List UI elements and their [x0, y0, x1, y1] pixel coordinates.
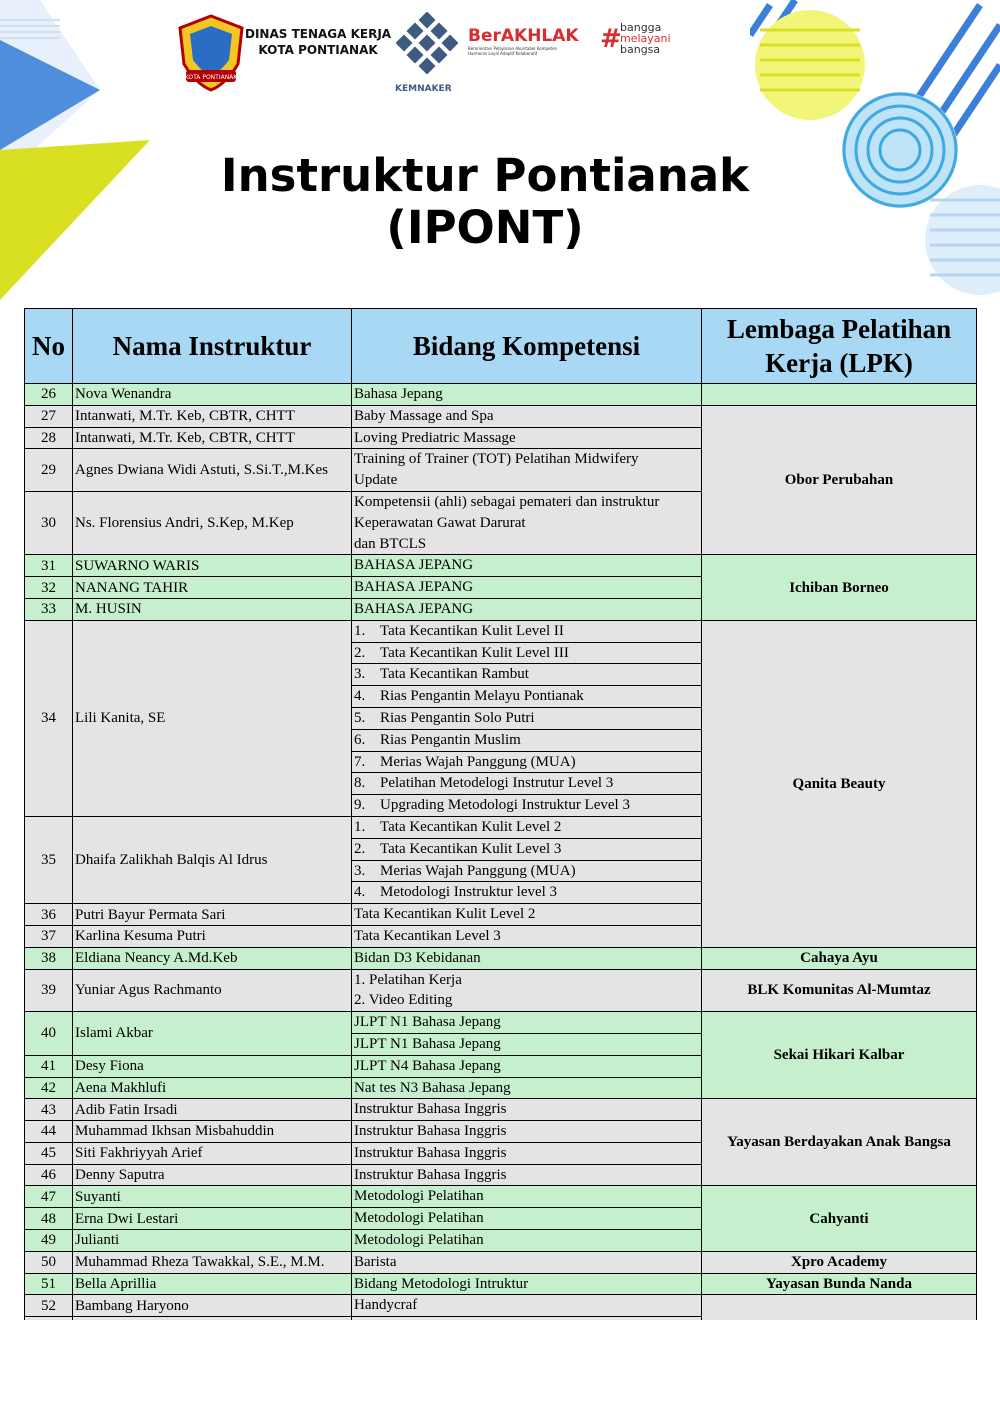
competency-cell — [352, 969, 702, 1012]
row-number: 45 — [25, 1142, 73, 1164]
competency-item: Metodologi Pelatihan — [354, 1210, 484, 1227]
competency-item: Metodologi Pelatihan — [354, 1188, 484, 1205]
row-number: 38 — [25, 947, 73, 969]
lpk-name: Yayasan Berdayakan Anak Bangsa — [702, 1099, 977, 1186]
competency-item: Metodologi Pelatihan — [354, 1232, 484, 1249]
instructor-name: Suyanti — [73, 1186, 352, 1208]
kota-pontianak-seal-icon — [170, 12, 252, 92]
competency-cell — [352, 1099, 702, 1121]
competency-cell — [352, 816, 702, 903]
competency-text: Tata Kecantikan Kulit Level 2 — [380, 818, 562, 835]
competency-item — [352, 752, 701, 774]
instructor-name: Dhaifa Zalikhah Balqis Al Idrus — [73, 816, 352, 903]
competency-cell — [352, 947, 702, 969]
competency-cell — [352, 1186, 702, 1208]
instructor-name: Muhammad Ikhsan Misbahuddin — [73, 1121, 352, 1143]
competency-cell — [352, 577, 702, 599]
competency-item: Baby Massage and Spa — [354, 407, 494, 424]
competency-item: Training of Trainer (TOT) Pelatihan Midwifery — [354, 451, 639, 468]
competency-item: BAHASA JEPANG — [354, 557, 474, 574]
page-bottom-margin — [0, 1320, 1000, 1415]
competency-item: Tata Kecantikan Level 3 — [354, 927, 501, 944]
row-number: 40 — [25, 1012, 73, 1056]
row-number: 51 — [25, 1273, 73, 1295]
competency-cell — [352, 384, 702, 406]
competency-item — [352, 686, 701, 708]
row-number: 42 — [25, 1077, 73, 1099]
org-line2: KOTA PONTIANAK — [258, 43, 378, 57]
competency-cell — [352, 1251, 702, 1273]
competency-item — [352, 664, 701, 686]
competency-text: Merias Wajah Panggung (MUA) — [380, 753, 576, 770]
berakhlak-logo — [468, 26, 579, 56]
row-number: 29 — [25, 449, 73, 492]
competency-item: BAHASA JEPANG — [354, 600, 474, 617]
title-line2: (IPONT) — [386, 201, 584, 254]
row-number: 28 — [25, 427, 73, 449]
instructor-name: Karlina Kesuma Putri — [73, 925, 352, 947]
competency-text: Tata Kecantikan Kulit Level II — [380, 622, 564, 639]
competency-text: Pelatihan Metodelogi Instrutur Level 3 — [380, 775, 614, 792]
row-number: 34 — [25, 620, 73, 816]
lpk-name — [702, 384, 977, 406]
row-number: 36 — [25, 904, 73, 926]
competency-index: 6. — [354, 731, 366, 748]
competency-item — [352, 861, 701, 883]
competency-item: Instruktur Bahasa Inggris — [354, 1144, 507, 1161]
competency-index: 1. — [354, 818, 366, 835]
org-name — [245, 26, 391, 58]
competency-cell — [352, 491, 702, 554]
competency-cell — [352, 555, 702, 577]
lpk-name: BLK Komunitas Al-Mumtaz — [702, 969, 977, 1012]
table-row — [25, 1012, 977, 1056]
instructor-name: Intanwati, M.Tr. Keb, CBTR, CHTT — [73, 405, 352, 427]
instructor-name: Eldiana Neancy A.Md.Keb — [73, 947, 352, 969]
competency-item: Tata Kecantikan Kulit Level 2 — [354, 906, 536, 923]
berakhlak-title: BerAKHLAK — [468, 26, 579, 46]
row-number: 50 — [25, 1251, 73, 1273]
row-number: 52 — [25, 1295, 73, 1317]
instructor-name: Erna Dwi Lestari — [73, 1208, 352, 1230]
hashtag-icon: # — [600, 24, 622, 54]
competency-item — [352, 795, 701, 816]
header-logos — [170, 10, 690, 100]
competency-text: Rias Pengantin Solo Putri — [380, 709, 535, 726]
competency-text: Metodologi Instruktur level 3 — [380, 884, 558, 901]
lpk-name: Cahaya Ayu — [702, 947, 977, 969]
table-row — [25, 969, 977, 1012]
competency-index: 3. — [354, 666, 366, 683]
row-number: 32 — [25, 577, 73, 599]
competency-cell — [352, 1077, 702, 1099]
competency-index: 2. — [354, 840, 366, 857]
row-number: 39 — [25, 969, 73, 1012]
competency-item: JLPT N1 Bahasa Jepang — [352, 1012, 701, 1034]
competency-index: 5. — [354, 709, 366, 726]
competency-item: Barista — [354, 1253, 397, 1270]
competency-cell — [352, 1208, 702, 1230]
berakhlak-sub1: Berorientasi Pelayanan Akuntabel Kompeten — [468, 46, 558, 51]
competency-item: Handycraf — [354, 1297, 418, 1314]
competency-item: Instruktur Bahasa Inggris — [354, 1123, 507, 1140]
instructor-name: Islami Akbar — [73, 1012, 352, 1056]
table-row — [25, 1273, 977, 1295]
competency-cell — [352, 1273, 702, 1295]
competency-item — [352, 643, 701, 665]
competency-item: JLPT N1 Bahasa Jepang — [354, 1035, 501, 1052]
row-number: 27 — [25, 405, 73, 427]
header-no: No — [25, 309, 73, 384]
instructor-name: Bambang Haryono — [73, 1295, 352, 1317]
table-header — [25, 309, 977, 384]
row-number: 37 — [25, 925, 73, 947]
instructor-name: Siti Fakhriyyah Arief — [73, 1142, 352, 1164]
competency-cell — [352, 1142, 702, 1164]
competency-item — [352, 708, 701, 730]
table-row — [25, 1251, 977, 1273]
header-lpk-line1: Lembaga Pelatihan — [726, 314, 952, 344]
competency-item: Kompetensii (ahli) sebagai pemateri dan instruktur — [354, 493, 660, 510]
lpk-name: Qanita Beauty — [702, 620, 977, 947]
bangga-line3: bangsa — [620, 43, 661, 56]
competency-item: Keperawatan Gawat Darurat — [354, 514, 526, 531]
instructor-name: Bella Aprillia — [73, 1273, 352, 1295]
page-title — [0, 150, 970, 254]
header-bidang: Bidang Kompetensi — [352, 309, 702, 384]
competency-cell — [352, 1121, 702, 1143]
instructor-name: NANANG TAHIR — [73, 577, 352, 599]
table-row — [25, 947, 977, 969]
svg-text:KOTA PONTIANAK: KOTA PONTIANAK — [184, 74, 238, 81]
berakhlak-sub2: Harmonis Loyal Adaptif Kolaboratif — [468, 51, 538, 56]
kemnaker-logo-icon — [396, 12, 458, 74]
competency-text: Upgrading Metodologi Instruktur Level 3 — [380, 797, 630, 814]
bangga-line1: bangga — [620, 21, 662, 34]
competency-cell — [352, 620, 702, 816]
competency-item: Bidang Metodologi Intruktur — [354, 1275, 529, 1292]
competency-text: Tata Kecantikan Kulit Level 3 — [380, 840, 562, 857]
competency-cell — [352, 449, 702, 492]
row-number: 48 — [25, 1208, 73, 1230]
instructor-name: Ns. Florensius Andri, S.Kep, M.Kep — [73, 491, 352, 554]
row-number: 31 — [25, 555, 73, 577]
competency-item: Instruktur Bahasa Inggris — [354, 1166, 507, 1183]
competency-text: Rias Pengantin Muslim — [380, 731, 521, 748]
table-row — [25, 1099, 977, 1121]
row-number: 49 — [25, 1230, 73, 1252]
instructor-name: Intanwati, M.Tr. Keb, CBTR, CHTT — [73, 427, 352, 449]
competency-item: 2. Video Editing — [354, 992, 453, 1009]
competency-item: Bidan D3 Kebidanan — [354, 949, 481, 966]
competency-item: Update — [354, 472, 398, 489]
competency-item — [352, 817, 701, 839]
lpk-name: Xpro Academy — [702, 1251, 977, 1273]
header-nama: Nama Instruktur — [73, 309, 352, 384]
instructor-name: Agnes Dwiana Widi Astuti, S.Si.T.,M.Kes — [73, 449, 352, 492]
competency-item — [352, 839, 701, 861]
competency-item: JLPT N4 Bahasa Jepang — [354, 1057, 501, 1074]
instructor-name: Yuniar Agus Rachmanto — [73, 969, 352, 1012]
instructor-name: Lili Kanita, SE — [73, 620, 352, 816]
bangga-line2: melayani — [620, 32, 671, 45]
instructor-table — [24, 308, 977, 1361]
lpk-name: Yayasan Bunda Nanda — [702, 1273, 977, 1295]
competency-cell — [352, 904, 702, 926]
competency-item: Instruktur Bahasa Inggris — [354, 1101, 507, 1118]
competency-index: 4. — [354, 688, 366, 705]
row-number: 47 — [25, 1186, 73, 1208]
row-number: 43 — [25, 1099, 73, 1121]
competency-cell — [352, 1164, 702, 1186]
instructor-name: Denny Saputra — [73, 1164, 352, 1186]
row-number: 46 — [25, 1164, 73, 1186]
row-number: 30 — [25, 491, 73, 554]
competency-cell — [352, 427, 702, 449]
row-number: 26 — [25, 384, 73, 406]
competency-cell — [352, 598, 702, 620]
instructor-name: M. HUSIN — [73, 598, 352, 620]
instructor-name: Aena Makhlufi — [73, 1077, 352, 1099]
competency-index: 7. — [354, 753, 366, 770]
lpk-name: Obor Perubahan — [702, 405, 977, 555]
competency-text: Tata Kecantikan Kulit Level III — [380, 644, 569, 661]
table-row — [25, 1295, 977, 1317]
header-lpk-line2: Kerja (LPK) — [765, 348, 913, 378]
competency-text: Merias Wajah Panggung (MUA) — [380, 862, 576, 879]
competency-item: BAHASA JEPANG — [354, 579, 474, 596]
competency-index: 2. — [354, 644, 366, 661]
competency-index: 8. — [354, 775, 366, 792]
competency-item: Loving Prediatric Massage — [354, 429, 516, 446]
instructor-name: Putri Bayur Permata Sari — [73, 904, 352, 926]
table-row — [25, 405, 977, 427]
kemnaker-label: KEMNAKER — [395, 84, 452, 94]
competency-item: dan BTCLS — [354, 535, 427, 552]
competency-item — [352, 730, 701, 752]
competency-item: Bahasa Jepang — [354, 386, 443, 402]
competency-item: Nat tes N3 Bahasa Jepang — [354, 1079, 511, 1096]
instructor-name: Desy Fiona — [73, 1055, 352, 1077]
instructor-name: SUWARNO WARIS — [73, 555, 352, 577]
row-number: 35 — [25, 816, 73, 903]
competency-index: 9. — [354, 797, 366, 814]
competency-cell — [352, 1295, 702, 1317]
row-number: 44 — [25, 1121, 73, 1143]
competency-index: 4. — [354, 884, 366, 901]
instructor-name: Adib Fatin Irsadi — [73, 1099, 352, 1121]
competency-cell — [352, 1230, 702, 1252]
competency-cell — [352, 1012, 702, 1056]
competency-text: Tata Kecantikan Rambut — [380, 666, 529, 683]
instructor-name: Muhammad Rheza Tawakkal, S.E., M.M. — [73, 1251, 352, 1273]
instructor-name: Nova Wenandra — [73, 384, 352, 406]
row-number: 33 — [25, 598, 73, 620]
competency-cell — [352, 405, 702, 427]
competency-item — [352, 773, 701, 795]
lpk-name: Sekai Hikari Kalbar — [702, 1012, 977, 1099]
competency-index: 1. — [354, 622, 366, 639]
row-number: 41 — [25, 1055, 73, 1077]
table-row — [25, 1186, 977, 1208]
competency-item — [352, 882, 701, 903]
instructor-name: Julianti — [73, 1230, 352, 1252]
header-lpk — [702, 309, 977, 384]
org-line1: DINAS TENAGA KERJA — [245, 27, 392, 41]
lpk-name: Ichiban Borneo — [702, 555, 977, 620]
competency-cell — [352, 925, 702, 947]
competency-item — [352, 621, 701, 643]
competency-index: 3. — [354, 862, 366, 879]
competency-text: Rias Pengantin Melayu Pontianak — [380, 688, 584, 705]
table-row — [25, 384, 977, 406]
competency-item: 1. Pelatihan Kerja — [354, 971, 462, 988]
lpk-name: Cahyanti — [702, 1186, 977, 1251]
title-line1: Instruktur Pontianak — [220, 149, 750, 202]
table-row — [25, 620, 977, 816]
competency-cell — [352, 1055, 702, 1077]
table-row — [25, 555, 977, 577]
